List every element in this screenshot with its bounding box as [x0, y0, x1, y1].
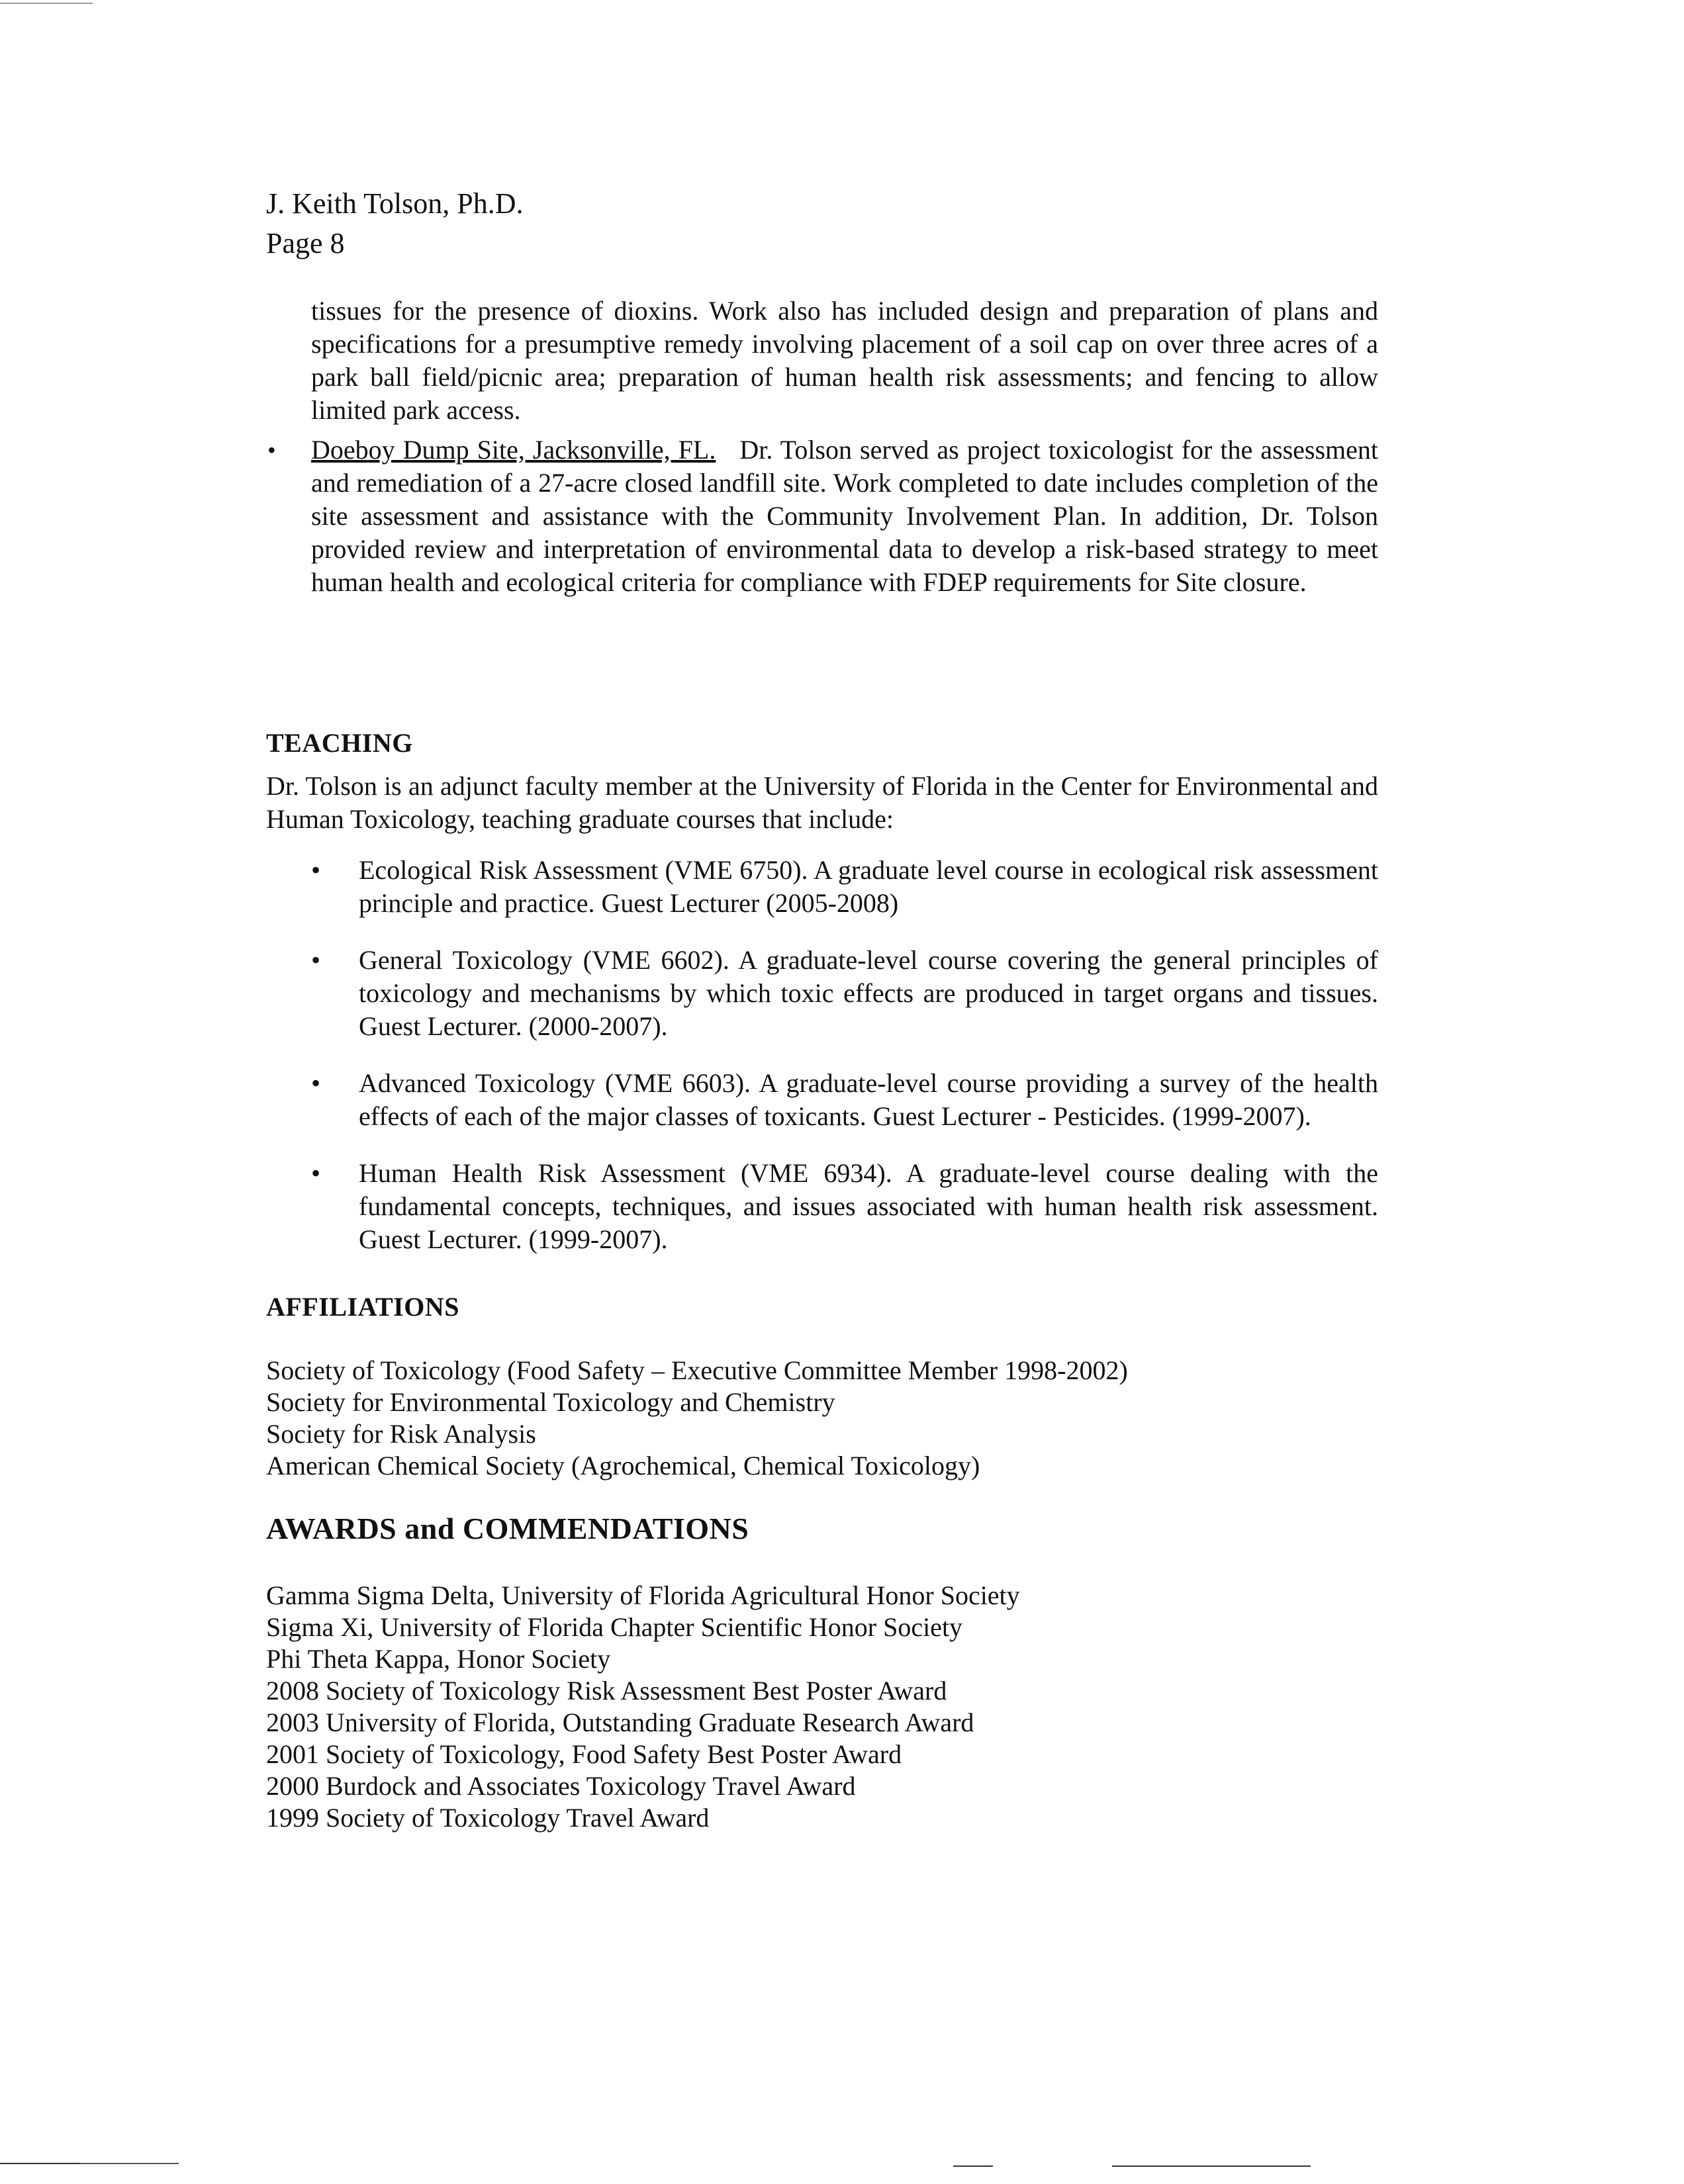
- list-item: Society for Risk Analysis: [266, 1419, 536, 1449]
- scan-artifact: [0, 3, 93, 4]
- list-item: American Chemical Society (Agrochemical, Chemical Toxicology): [266, 1451, 980, 1480]
- list-item: [311, 1067, 1378, 1133]
- course-text: Ecological Risk Assessment (VME 6750). A graduate level course in ecological risk assessment principle and practice. Guest Lecturer (2005-2008): [359, 855, 1378, 918]
- list-item: Sigma Xi, University of Florida Chapter Scientific Honor Society: [266, 1612, 963, 1642]
- scan-artifact: [79, 2163, 179, 2164]
- course-text: Advanced Toxicology (VME 6603). A graduate-level course providing a survey of the health effects of each of the major classes of toxicants. Guest Lecturer - Pesticides. (1999-2007).: [359, 1068, 1378, 1131]
- author-name: J. Keith Tolson, Ph.D.: [266, 187, 524, 220]
- affiliations-list: [266, 1355, 1128, 1482]
- list-item: [311, 854, 1378, 920]
- scan-artifact: [1112, 2165, 1311, 2167]
- list-item: Society of Toxicology (Food Safety – Executive Committee Member 1998-2002): [266, 1355, 1128, 1385]
- list-item: 2001 Society of Toxicology, Food Safety Best Poster Award: [266, 1739, 902, 1769]
- teaching-intro: Dr. Tolson is an adjunct faculty member at the University of Florida in the Center for Environmental and Human Toxicology, teaching graduate courses that include:: [266, 771, 1378, 834]
- list-item: 1999 Society of Toxicology Travel Award: [266, 1803, 710, 1833]
- list-item: Phi Theta Kappa, Honor Society: [266, 1644, 611, 1674]
- bullet-icon: •: [311, 945, 321, 975]
- list-item: [311, 1157, 1378, 1256]
- project-doeboy-item: [267, 433, 1379, 599]
- list-item: Gamma Sigma Delta, University of Florida Agricultural Honor Society: [266, 1580, 1020, 1610]
- course-list: [311, 854, 1378, 1280]
- scan-artifact: [953, 2165, 993, 2167]
- list-item: 2003 University of Florida, Outstanding Graduate Research Award: [266, 1707, 974, 1737]
- list-item: Society for Environmental Toxicology and Chemistry: [266, 1387, 835, 1417]
- continuation-paragraph: tissues for the presence of dioxins. Work also has included design and preparation of plans and specifications for a presumptive remedy involving placement of a soil cap on over three acres of a park ball field/picnic area; preparation of human health risk assessments; and fencing to allow limited park access.: [311, 296, 1378, 425]
- bullet-icon: •: [311, 1158, 321, 1188]
- bullet-icon: •: [267, 437, 276, 463]
- teaching-heading: TEACHING: [266, 728, 413, 758]
- awards-list: [266, 1580, 1020, 1834]
- course-text: General Toxicology (VME 6602). A graduate-level course covering the general principles of toxicology and mechanisms by which toxic effects are produced in target organs and tissues. Guest Lecturer. (2000-2007).: [359, 945, 1378, 1041]
- scan-artifact: [0, 2163, 86, 2164]
- affiliations-heading: AFFILIATIONS: [266, 1292, 459, 1322]
- page-header: [266, 184, 523, 263]
- project-description: Dr. Tolson served as project toxicologist for the assessment and remediation of a 27-acre closed landfill site. Work completed to date includes completion of the site assessment and assistance with the Community Involvement Plan. In addition, Dr. Tolson provided review and interpretation of environmental data to develop a risk-based strategy to meet human health and ecological criteria for compliance with FDEP requirements for Site closure.: [311, 435, 1379, 597]
- list-item: [311, 944, 1378, 1043]
- course-text: Human Health Risk Assessment (VME 6934). A graduate-level course dealing with the fundamental concepts, techniques, and issues associated with human health risk assessment. Guest Lecturer. (1999-2007).: [359, 1158, 1378, 1254]
- list-item: 2000 Burdock and Associates Toxicology Travel Award: [266, 1771, 856, 1801]
- list-item: 2008 Society of Toxicology Risk Assessment Best Poster Award: [266, 1676, 947, 1706]
- bullet-icon: •: [311, 855, 321, 885]
- awards-heading: AWARDS and COMMENDATIONS: [266, 1512, 749, 1545]
- project-site-title: Doeboy Dump Site, Jacksonville, FL.: [311, 435, 716, 465]
- bullet-icon: •: [311, 1068, 321, 1098]
- page-number: Page 8: [266, 227, 345, 259]
